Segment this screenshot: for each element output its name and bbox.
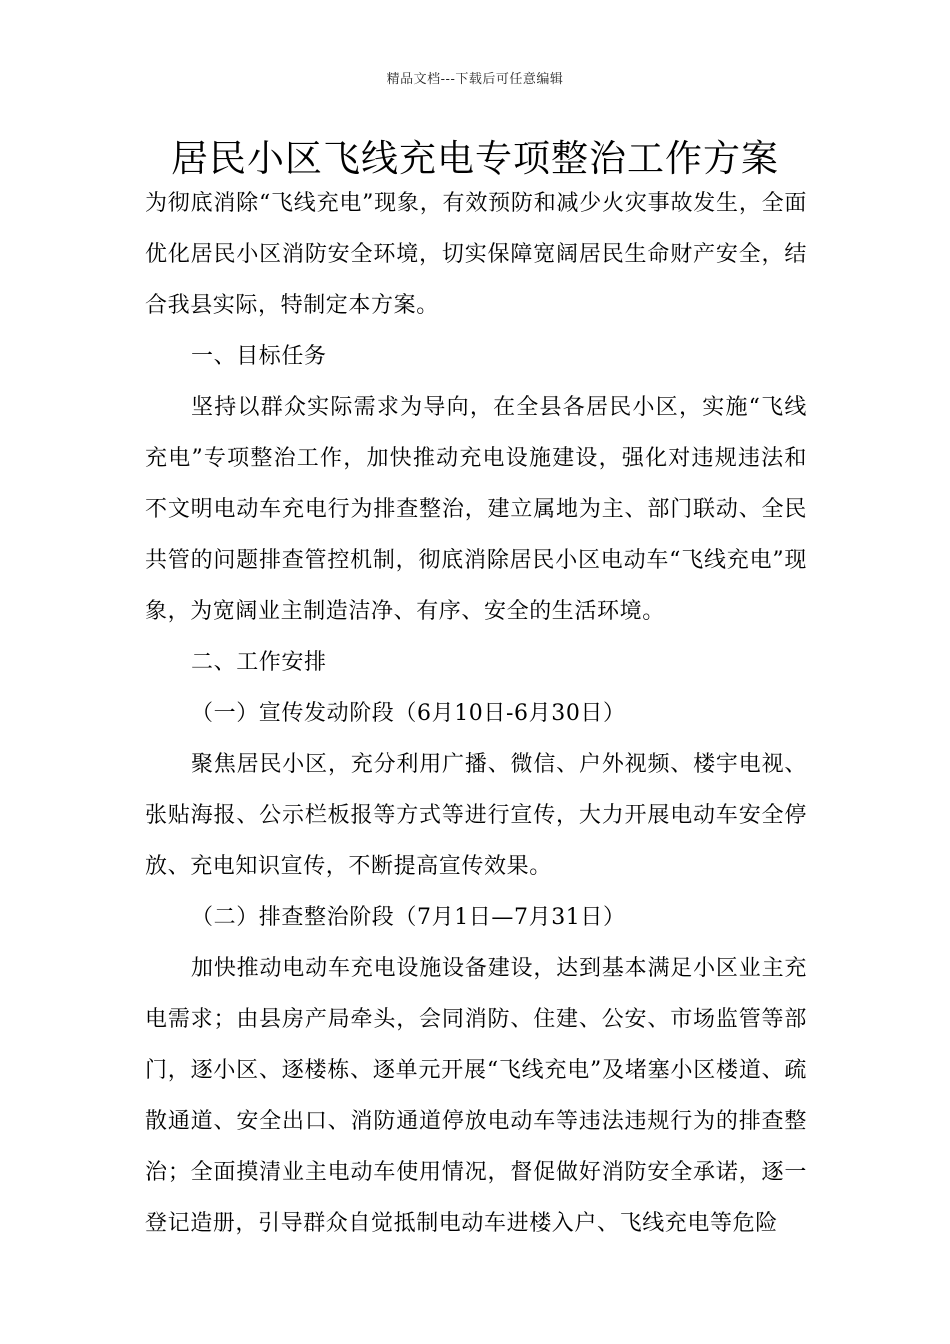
subsection-heading-publicity: （一）宣传发动阶段（6月10日-6月30日）	[191, 701, 626, 726]
document-body	[145, 178, 807, 1249]
inspection-paragraph: 加快推动电动车充电设施设备建设，达到基本满足小区业主充电需求；由县房产局牵头，会同消防、住建、公安、市场监管等部门，逐小区、逐楼栋、逐单元开展“飞线充电”及堵塞小区楼道、疏散通道、安全出口、消防通道停放电动车等违法违规行为的排查整治；全面摸清业主电动车使用情况，督促做好消防安全承诺，逐一登记造册，引导群众自觉抵制电动车进楼入户、飞线充电等危险	[145, 956, 807, 1236]
document-title: 居民小区飞线充电专项整治工作方案	[171, 137, 779, 180]
header-note: 精品文档---下载后可任意编辑	[386, 72, 564, 87]
section-heading-goals: 一、目标任务	[191, 344, 327, 369]
goals-paragraph: 坚持以群众实际需求为导向，在全县各居民小区，实施“飞线充电”专项整治工作，加快推动充电设施建设，强化对违规违法和不文明电动车充电行为排查整治，建立属地为主、部门联动、全民共管的问题排查管控机制，彻底消除居民小区电动车“飞线充电”现象，为宽阔业主制造洁净、有序、安全的生活环境。	[145, 395, 807, 624]
subsection-heading-inspection: （二）排查整治阶段（7月1日—7月31日）	[191, 905, 626, 930]
section-heading-arrangements: 二、工作安排	[191, 650, 327, 675]
intro-paragraph: 为彻底消除“飞线充电”现象，有效预防和减少火灾事故发生，全面优化居民小区消防安全环境，切实保障宽阔居民生命财产安全，结合我县实际，特制定本方案。	[145, 191, 807, 318]
publicity-paragraph: 聚焦居民小区，充分利用广播、微信、户外视频、楼宇电视、张贴海报、公示栏板报等方式等进行宣传，大力开展电动车安全停放、充电知识宣传，不断提高宣传效果。	[145, 752, 807, 879]
